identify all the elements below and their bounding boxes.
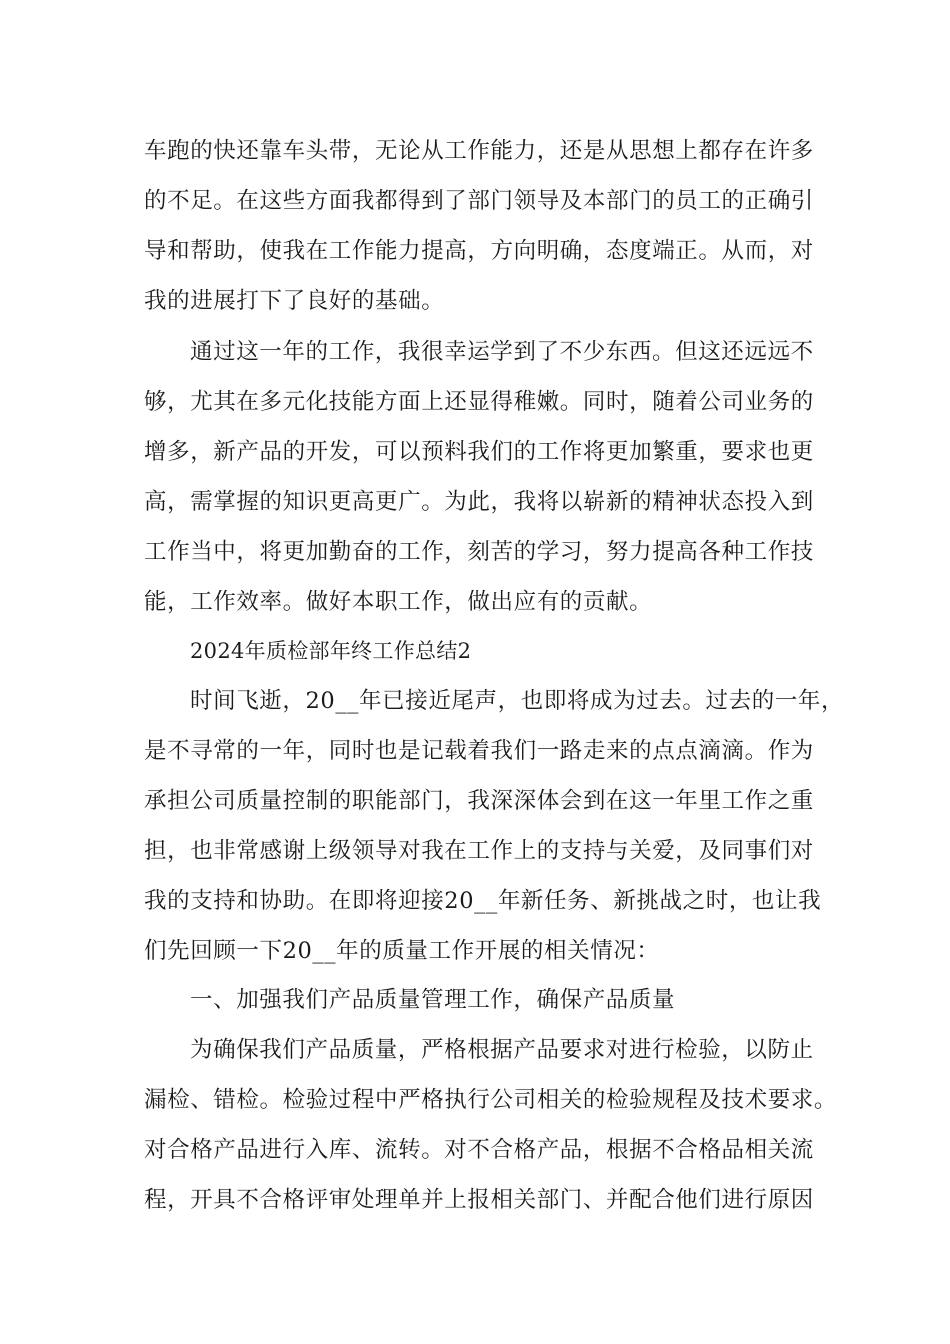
paragraph-line: 通过这一年的工作，我很幸运学到了不少东西。但这还远远不 — [190, 339, 814, 365]
paragraph-line: 导和帮助，使我在工作能力提高，方向明确，态度端正。从而，对 — [144, 238, 814, 264]
paragraph-line: 高，需掌握的知识更高更广。为此，我将以崭新的精神状态投入到 — [144, 489, 814, 515]
subsection-heading: 一、加强我们产品质量管理工作，确保产品质量 — [190, 987, 676, 1013]
paragraph-line: 程，开具不合格评审处理单并上报相关部门、并配合他们进行原因 — [144, 1187, 814, 1213]
paragraph-line: 车跑的快还靠车头带，无论从工作能力，还是从思想上都存在许多 — [144, 138, 814, 164]
paragraph-line: 时间飞逝，20__年已接近尾声，也即将成为过去。过去的一年， — [190, 688, 845, 714]
paragraph-line: 对合格产品进行入库、流转。对不合格产品，根据不合格品相关流 — [144, 1137, 814, 1163]
paragraph-line: 的不足。在这些方面我都得到了部门领导及本部门的员工的正确引 — [144, 188, 814, 214]
paragraph-line: 担，也非常感谢上级领导对我在工作上的支持与关爱，及同事们对 — [144, 838, 814, 864]
paragraph-line: 为确保我们产品质量，严格根据产品要求对进行检验，以防止 — [190, 1037, 814, 1063]
paragraph-line: 我的支持和协助。在即将迎接20__年新任务、新挑战之时，也让我 — [144, 888, 822, 914]
paragraph-line: 们先回顾一下20__年的质量工作开展的相关情况： — [144, 938, 660, 964]
paragraph-line: 增多，新产品的开发，可以预料我们的工作将更加繁重，要求也更 — [144, 439, 814, 465]
section-heading: 2024年质检部年终工作总结2 — [190, 639, 472, 663]
paragraph-line: 工作当中，将更加勤奋的工作，刻苦的学习，努力提高各种工作技 — [144, 539, 814, 565]
paragraph-line: 我的进展打下了良好的基础。 — [144, 288, 445, 314]
paragraph-line: 是不寻常的一年，同时也是记载着我们一路走来的点点滴滴。作为 — [144, 738, 814, 764]
paragraph-line: 够，尤其在多元化技能方面上还显得稚嫩。同时，随着公司业务的 — [144, 389, 814, 415]
paragraph-line: 承担公司质量控制的职能部门，我深深体会到在这一年里工作之重 — [144, 788, 814, 814]
paragraph-line: 能，工作效率。做好本职工作，做出应有的贡献。 — [144, 589, 653, 615]
paragraph-line: 漏检、错检。检验过程中严格执行公司相关的检验规程及技术要求。 — [144, 1087, 838, 1113]
